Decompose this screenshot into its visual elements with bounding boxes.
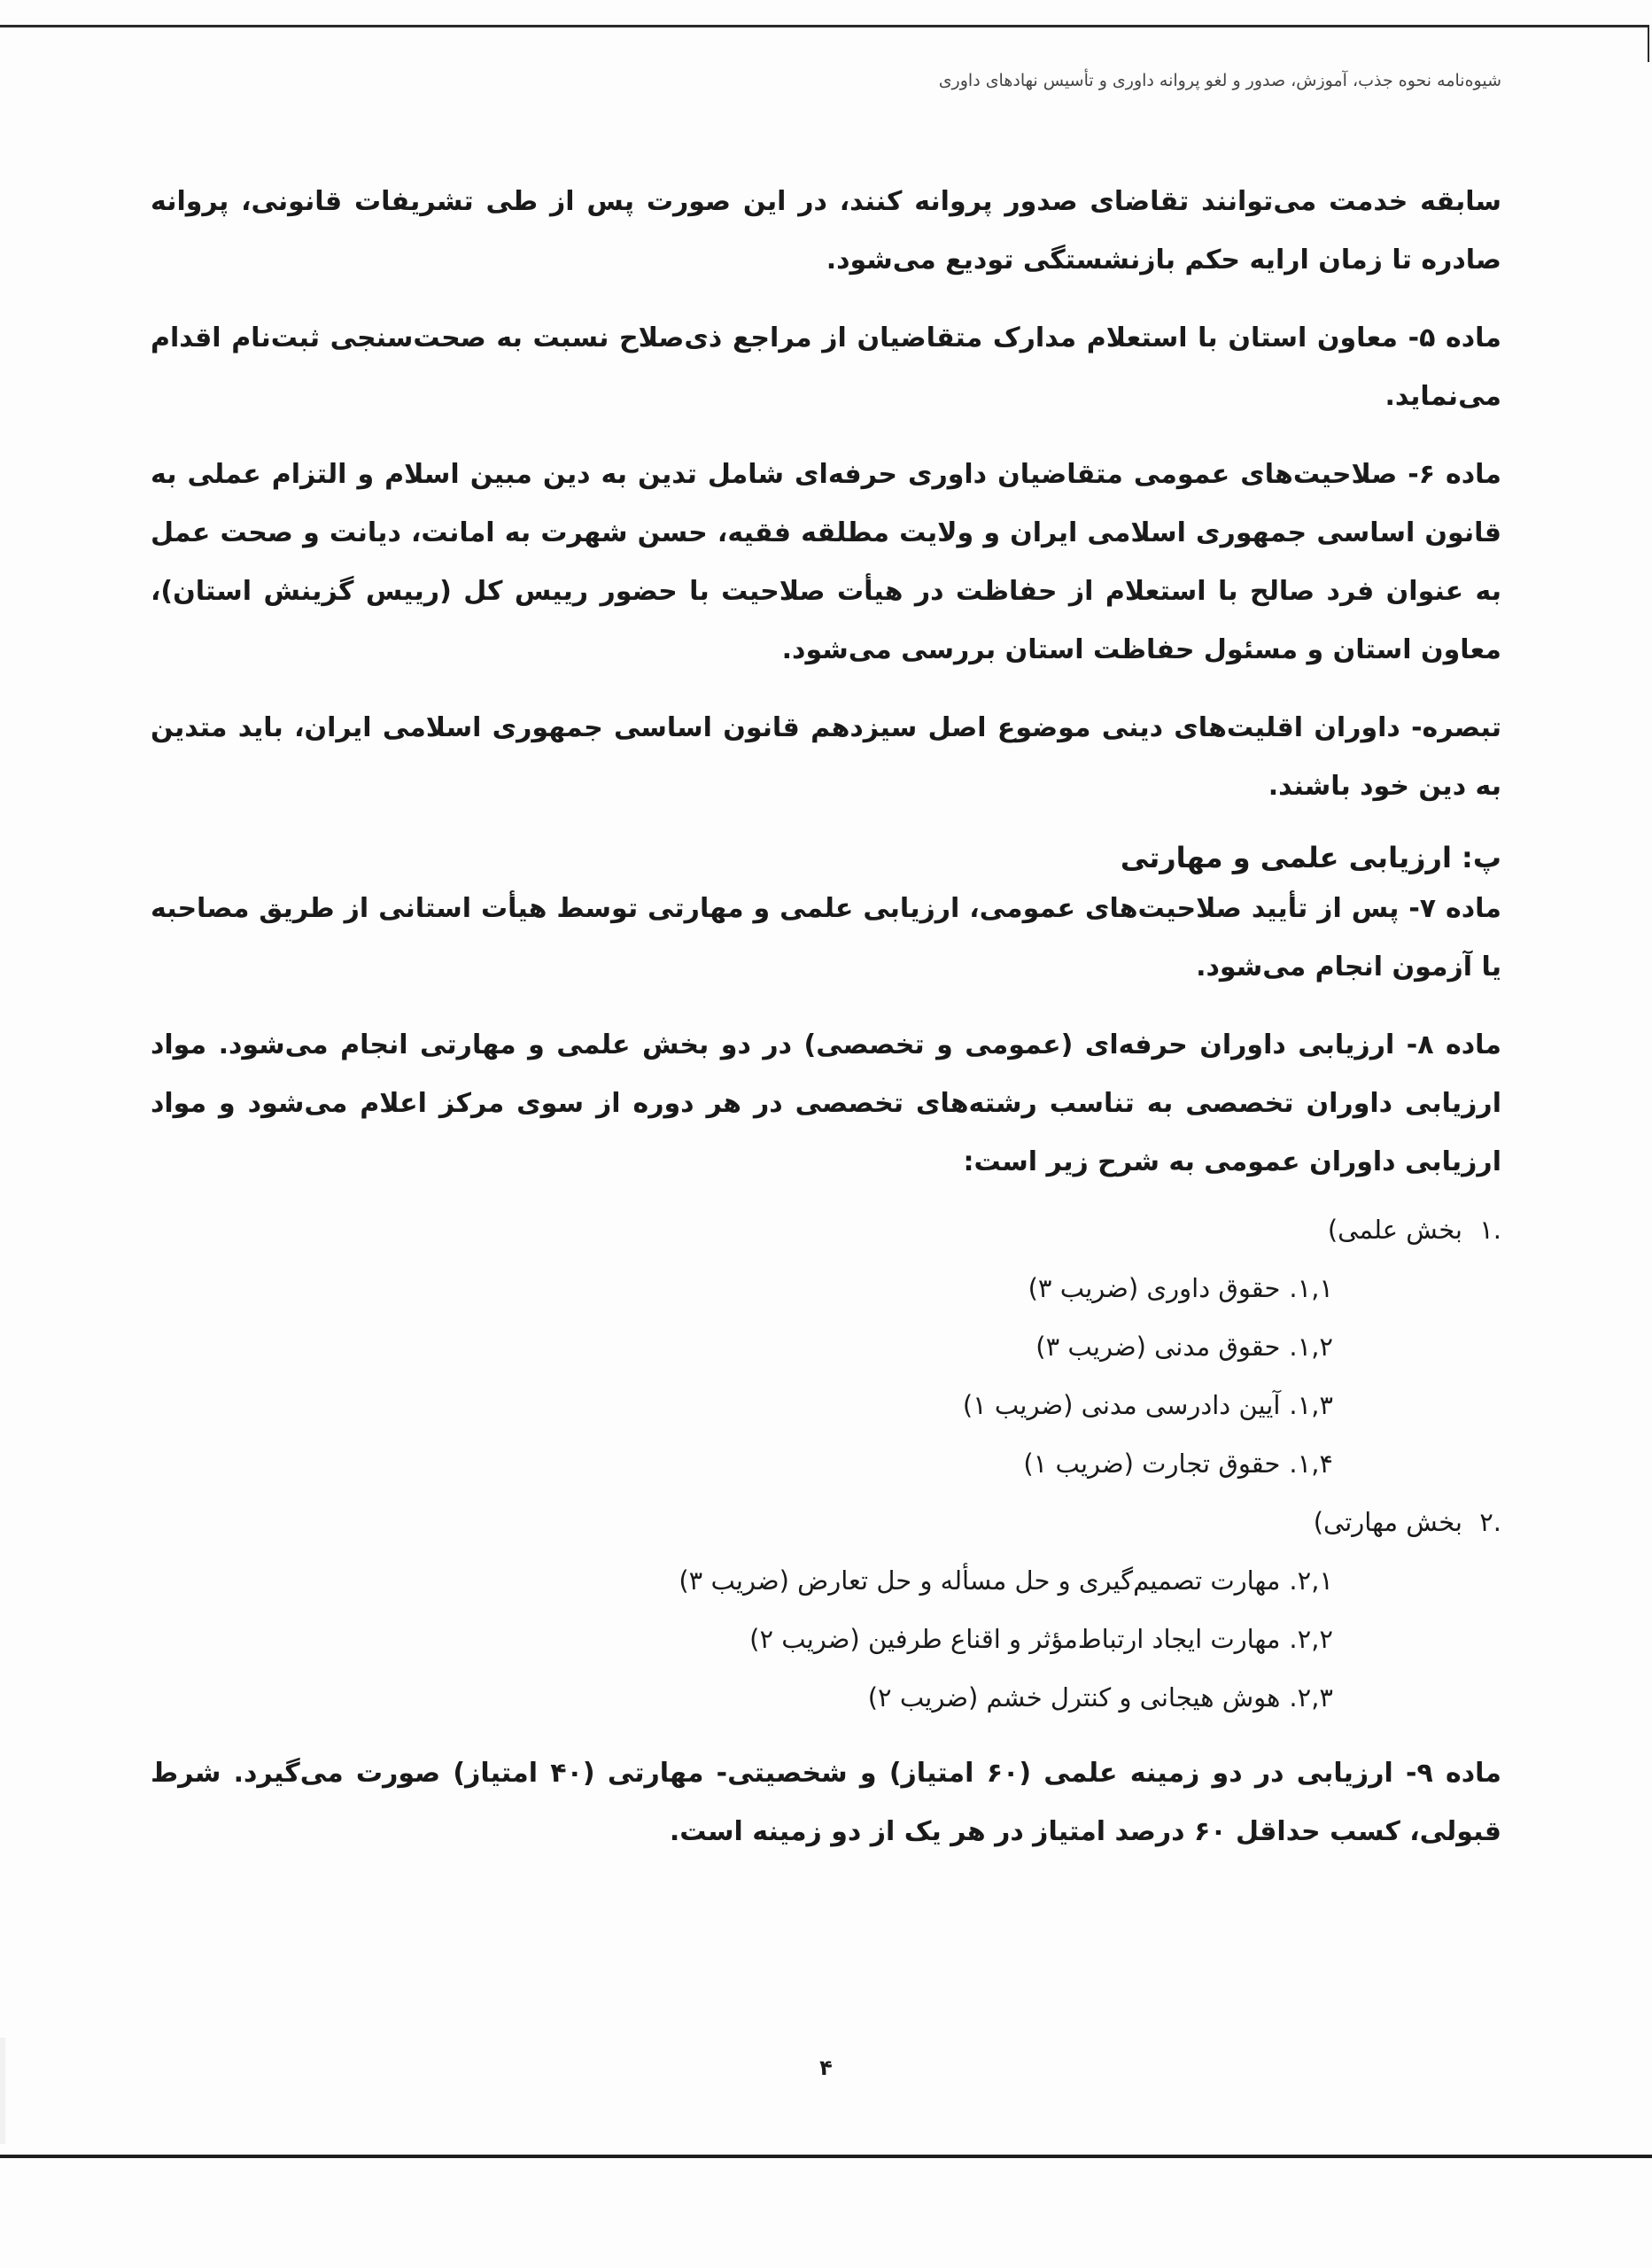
- page-number: ۴: [819, 2055, 833, 2080]
- article-5: ماده ۵- معاون استان با استعلام مدارک متقاضیان از مراجع ذی‌صلاح نسبت به صحت‌سنجی ثبت‌نام اقدام می‌نماید.: [151, 322, 1502, 412]
- list-label: هوش هیجانی و کنترل خشم (ضریب ۲): [867, 1682, 1281, 1713]
- list-label: مهارت تصمیم‌گیری و حل مسأله و حل تعارض (ضریب ۳): [679, 1565, 1281, 1596]
- list-number: ۱,۳.: [1289, 1390, 1333, 1420]
- list-label: بخش علمی): [1327, 1215, 1462, 1245]
- list-item: [151, 1317, 1501, 1376]
- article-9: ماده ۹- ارزیابی در دو زمینه علمی (۶۰ امتیاز) و شخصیتی- مهارتی (۴۰ امتیاز) صورت می‌گیرد. شرط قبولی، کسب حداقل ۶۰ درصد امتیاز در هر یک از دو زمینه است.: [151, 1758, 1502, 1847]
- list-section-skills: [151, 1493, 1501, 1551]
- list-label: حقوق تجارت (ضریب ۱): [1023, 1449, 1281, 1479]
- section-heading: پ: ارزیابی علمی و مهارتی: [1120, 841, 1501, 874]
- list-number: ۲,۳.: [1289, 1682, 1333, 1713]
- list-number: .۱: [1479, 1215, 1501, 1245]
- header-rule-edge: [1648, 25, 1649, 62]
- scan-edge: [0, 2038, 5, 2144]
- list-item: [151, 1376, 1501, 1434]
- document-body: [151, 173, 1501, 1881]
- list-section-scientific: [151, 1200, 1501, 1259]
- header-rule: [0, 25, 1648, 27]
- list-number: ۲,۱.: [1289, 1565, 1333, 1596]
- list-item: [151, 1610, 1501, 1668]
- article-6: ماده ۶- صلاحیت‌های عمومی متقاضیان داوری حرفه‌ای شامل تدین به دین مبین اسلام و التزام عملی به قانون اساسی جمهوری اسلامی ایران و ولایت مطلقه فقیه، حسن شهرت به امانت، دیانت و صحت عمل به عنوان فرد صالح با استعلام از حفاظت در هیأت صلاحیت با حضور رییس کل (رییس گزینش استان)، معاون استان و مسئول حفاظت استان بررسی می‌شود.: [151, 459, 1502, 665]
- list-item: [151, 1259, 1501, 1317]
- list-number: ۱,۲.: [1289, 1332, 1333, 1362]
- list-number: ۲,۲.: [1289, 1624, 1333, 1654]
- list-item: [151, 1434, 1501, 1493]
- list-label: مهارت ایجاد ارتباط‌مؤثر و اقناع طرفین (ضریب ۲): [749, 1624, 1281, 1654]
- list-label: حقوق مدنی (ضریب ۳): [1035, 1332, 1281, 1362]
- article-7: ماده ۷- پس از تأیید صلاحیت‌های عمومی، ارزیابی علمی و مهارتی توسط هیأت استانی از طریق مصاحبه یا آزمون انجام می‌شود.: [151, 893, 1501, 983]
- list-number: .۲: [1479, 1507, 1501, 1537]
- evaluation-list: [151, 1200, 1501, 1727]
- paragraph-continuation: سابقه خدمت می‌توانند تقاضای صدور پروانه کنند، در این صورت پس از طی تشریفات قانونی، پروانه صادره تا زمان ارایه حکم بازنشستگی تودیع می‌شود.: [151, 186, 1501, 276]
- article-6-note: تبصره- داوران اقلیت‌های دینی موضوع اصل سیزدهم قانون اساسی جمهوری اسلامی ایران، باید متدین به دین خود باشند.: [151, 712, 1501, 802]
- list-number: ۱,۱.: [1289, 1273, 1333, 1303]
- list-label: حقوق داوری (ضریب ۳): [1028, 1273, 1281, 1303]
- list-label: آیین دادرسی مدنی (ضریب ۱): [962, 1390, 1281, 1420]
- list-number: ۱,۴.: [1289, 1449, 1333, 1479]
- list-label: بخش مهارتی): [1313, 1507, 1462, 1537]
- list-item: [151, 1668, 1501, 1727]
- list-item: [151, 1551, 1501, 1610]
- footer-rule: [0, 2155, 1652, 2158]
- article-8: ماده ۸- ارزیابی داوران حرفه‌ای (عمومی و تخصصی) در دو بخش علمی و مهارتی انجام می‌شود. مواد ارزیابی داوران تخصصی به تناسب رشته‌های تخصصی در هر دوره از سوی مرکز اعلام می‌شود و مواد ارزیابی داوران عمومی به شرح زیر است:: [151, 1029, 1501, 1177]
- running-header: شیوه‌نامه نحوه جذب، آموزش، صدور و لغو پروانه داوری و تأسیس نهادهای داوری: [938, 71, 1501, 90]
